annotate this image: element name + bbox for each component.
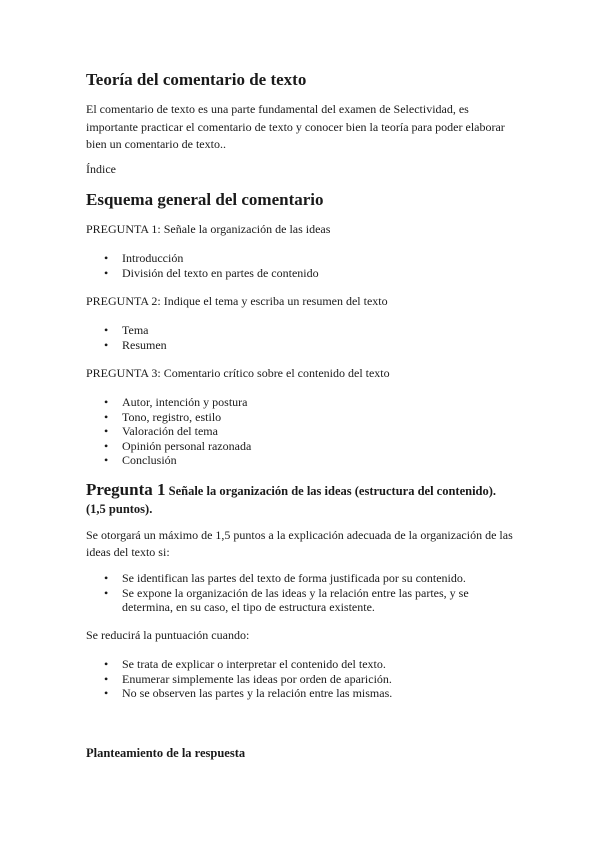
list-item: • Se identifican las partes del texto de forma justificada por su contenido.: [86, 571, 512, 586]
list-item: • No se observen las partes y la relación entre las mismas.: [86, 686, 392, 701]
list-item: • Tema: [86, 323, 167, 338]
list-item: • Tono, registro, estilo: [86, 410, 251, 425]
index-label: Índice: [86, 162, 116, 176]
criteria-intro: Se otorgará un máximo de 1,5 puntos a la explicación adecuada de la organización de las ideas del texto si:: [86, 528, 513, 559]
esquema-heading: Esquema general del comentario: [86, 190, 324, 209]
pregunta-3-list: [86, 395, 251, 468]
list-item: • Valoración del tema: [86, 424, 251, 439]
list-item: • Resumen: [86, 338, 167, 353]
pregunta-1-heading-big: Pregunta 1: [86, 480, 166, 499]
pregunta-1-list: [86, 251, 319, 280]
list-item: • Se expone la organización de las ideas y la relación entre las partes, y se determina, en su caso, el tipo de estructura existente.: [86, 586, 512, 615]
planteamiento-heading: Planteamiento de la respuesta: [86, 746, 246, 760]
list-item: • Conclusión: [86, 453, 251, 468]
pregunta-3-label: PREGUNTA 3: Comentario crítico sobre el contenido del texto: [86, 366, 390, 380]
list-item: • División del texto en partes de contenido: [86, 266, 319, 281]
pregunta-1-heading-rest: Señale la organización de las ideas (estructura del contenido). (1,5 puntos).: [86, 484, 497, 516]
list-item: • Enumerar simplemente las ideas por orden de aparición.: [86, 672, 392, 687]
reduce-list: [86, 657, 392, 701]
pregunta-2-list: [86, 323, 167, 352]
list-item: • Autor, intención y postura: [86, 395, 251, 410]
reduce-intro: Se reducirá la puntuación cuando:: [86, 628, 250, 642]
document-title: Teoría del comentario de texto: [86, 70, 307, 89]
criteria-list: [86, 571, 512, 615]
list-item: • Se trata de explicar o interpretar el contenido del texto.: [86, 657, 392, 672]
pregunta-1-label: PREGUNTA 1: Señale la organización de las ideas: [86, 222, 331, 236]
pregunta-2-label: PREGUNTA 2: Indique el tema y escriba un resumen del texto: [86, 294, 388, 308]
list-item: • Opinión personal razonada: [86, 439, 251, 454]
pregunta-1-heading: [86, 481, 514, 518]
list-item: • Introducción: [86, 251, 319, 266]
intro-paragraph: El comentario de texto es una parte fundamental del examen de Selectividad, es importante practicar el comentario de texto y conocer bien la teoría para poder elaborar bien un comentario de texto..: [86, 102, 505, 151]
